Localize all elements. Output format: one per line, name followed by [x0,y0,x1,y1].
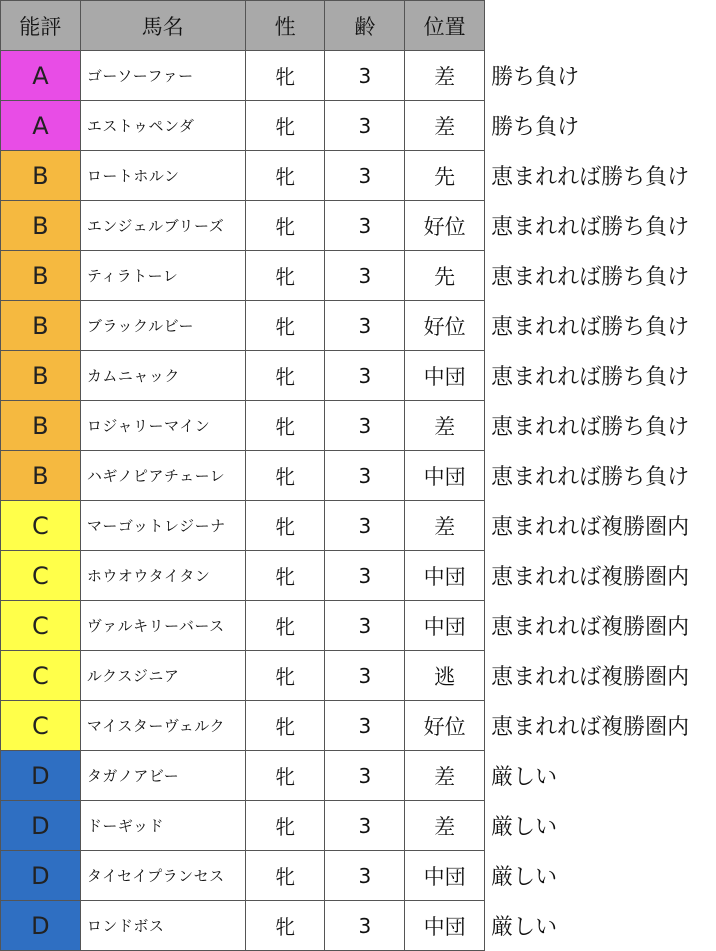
table-row [1,601,716,651]
header-sex: 性 [245,1,325,51]
sex-cell: 牝 [245,401,325,451]
sex-cell: 牝 [245,151,325,201]
comment-cell: 恵まれれば勝ち負け [491,415,690,440]
comment-cell: 恵まれれば勝ち負け [491,215,690,240]
comment-cell: 勝ち負け [491,115,580,140]
header-position: 位置 [405,1,485,51]
grade-cell: C [1,651,81,701]
comment-cell: 恵まれれば複勝圏内 [491,615,690,640]
grade-cell: C [1,601,81,651]
comment-cell: 恵まれれば複勝圏内 [491,665,690,690]
sex-cell: 牝 [245,651,325,701]
sex-cell: 牝 [245,751,325,801]
comment-cell: 恵まれれば勝ち負け [491,365,690,390]
table-row [1,201,716,251]
position-cell: 中団 [405,901,485,951]
sex-cell: 牝 [245,701,325,751]
position-cell: 先 [405,151,485,201]
horse-name-cell: ブラックルビー [80,301,245,351]
table-body [1,51,716,951]
grade-cell: B [1,251,81,301]
sex-cell: 牝 [245,351,325,401]
horse-name-cell: ホウオウタイタン [80,551,245,601]
age-cell: 3 [325,151,405,201]
age-cell: 3 [325,751,405,801]
sex-cell: 牝 [245,851,325,901]
grade-cell: C [1,701,81,751]
sex-cell: 牝 [245,501,325,551]
grade-cell: C [1,551,81,601]
table-row [1,251,716,301]
grade-cell: D [1,801,81,851]
age-cell: 3 [325,701,405,751]
position-cell: 中団 [405,351,485,401]
sex-cell: 牝 [245,201,325,251]
grade-cell: B [1,201,81,251]
sex-cell: 牝 [245,101,325,151]
table-row [1,851,716,901]
sex-cell: 牝 [245,451,325,501]
comment-cell: 恵まれれば複勝圏内 [491,715,690,740]
sex-cell: 牝 [245,301,325,351]
comment-cell: 恵まれれば勝ち負け [491,265,690,290]
position-cell: 先 [405,251,485,301]
horse-name-cell: ゴーソーファー [80,51,245,101]
table-row [1,451,716,501]
comment-cell: 厳しい [491,915,558,940]
position-cell: 差 [405,501,485,551]
position-cell: 差 [405,751,485,801]
table-row [1,51,716,101]
table-row [1,351,716,401]
grade-cell: B [1,401,81,451]
sex-cell: 牝 [245,251,325,301]
position-cell: 差 [405,801,485,851]
horse-name-cell: タガノアビー [80,751,245,801]
horse-name-cell: ロジャリーマイン [80,401,245,451]
position-cell: 中団 [405,851,485,901]
sex-cell: 牝 [245,51,325,101]
grade-cell: D [1,851,81,901]
table-row [1,801,716,851]
table-row [1,701,716,751]
age-cell: 3 [325,251,405,301]
position-cell: 好位 [405,301,485,351]
grade-cell: B [1,151,81,201]
age-cell: 3 [325,51,405,101]
position-cell: 中団 [405,601,485,651]
position-cell: 中団 [405,451,485,501]
age-cell: 3 [325,501,405,551]
horse-name-cell: ルクスジニア [80,651,245,701]
age-cell: 3 [325,101,405,151]
comment-cell: 恵まれれば勝ち負け [491,465,690,490]
comment-cell: 恵まれれば勝ち負け [491,165,690,190]
age-cell: 3 [325,651,405,701]
age-cell: 3 [325,351,405,401]
age-cell: 3 [325,901,405,951]
age-cell: 3 [325,851,405,901]
comment-cell: 恵まれれば複勝圏内 [491,515,690,540]
table-row [1,101,716,151]
grade-cell: D [1,901,81,951]
grade-cell: D [1,751,81,801]
header-age: 齢 [325,1,405,51]
comment-cell: 恵まれれば勝ち負け [491,315,690,340]
horse-name-cell: エストゥペンダ [80,101,245,151]
age-cell: 3 [325,801,405,851]
header-blank [485,1,716,51]
comment-cell: 勝ち負け [491,65,580,90]
horse-name-cell: タイセイプランセス [80,851,245,901]
horse-name-cell: マイスターヴェルク [80,701,245,751]
age-cell: 3 [325,551,405,601]
grade-cell: C [1,501,81,551]
table-row [1,651,716,701]
horse-name-cell: ロンドボス [80,901,245,951]
header-grade: 能評 [1,1,81,51]
grade-cell: A [1,101,81,151]
age-cell: 3 [325,451,405,501]
sex-cell: 牝 [245,901,325,951]
sex-cell: 牝 [245,551,325,601]
grade-cell: A [1,51,81,101]
comment-cell: 厳しい [491,765,558,790]
horse-name-cell: ロートホルン [80,151,245,201]
sex-cell: 牝 [245,801,325,851]
comment-cell: 厳しい [491,815,558,840]
table-row [1,501,716,551]
horse-name-cell: ハギノピアチェーレ [80,451,245,501]
age-cell: 3 [325,201,405,251]
age-cell: 3 [325,401,405,451]
table-row [1,551,716,601]
grade-cell: B [1,451,81,501]
position-cell: 好位 [405,201,485,251]
position-cell: 差 [405,101,485,151]
horse-name-cell: マーゴットレジーナ [80,501,245,551]
position-cell: 好位 [405,701,485,751]
comment-cell: 恵まれれば複勝圏内 [491,565,690,590]
table-row [1,301,716,351]
position-cell: 差 [405,51,485,101]
sex-cell: 牝 [245,601,325,651]
comment-cell: 厳しい [491,865,558,890]
position-cell: 中団 [405,551,485,601]
table-row [1,901,716,951]
grade-cell: B [1,351,81,401]
horse-name-cell: ティラトーレ [80,251,245,301]
horse-name-cell: エンジェルブリーズ [80,201,245,251]
table-row [1,151,716,201]
table-row [1,401,716,451]
grade-cell: B [1,301,81,351]
horse-name-cell: カムニャック [80,351,245,401]
header-horse-name: 馬名 [80,1,245,51]
table-row [1,751,716,801]
age-cell: 3 [325,601,405,651]
horse-name-cell: ヴァルキリーバース [80,601,245,651]
position-cell: 差 [405,401,485,451]
position-cell: 逃 [405,651,485,701]
age-cell: 3 [325,301,405,351]
header-row [1,1,716,51]
horse-name-cell: ドーギッド [80,801,245,851]
